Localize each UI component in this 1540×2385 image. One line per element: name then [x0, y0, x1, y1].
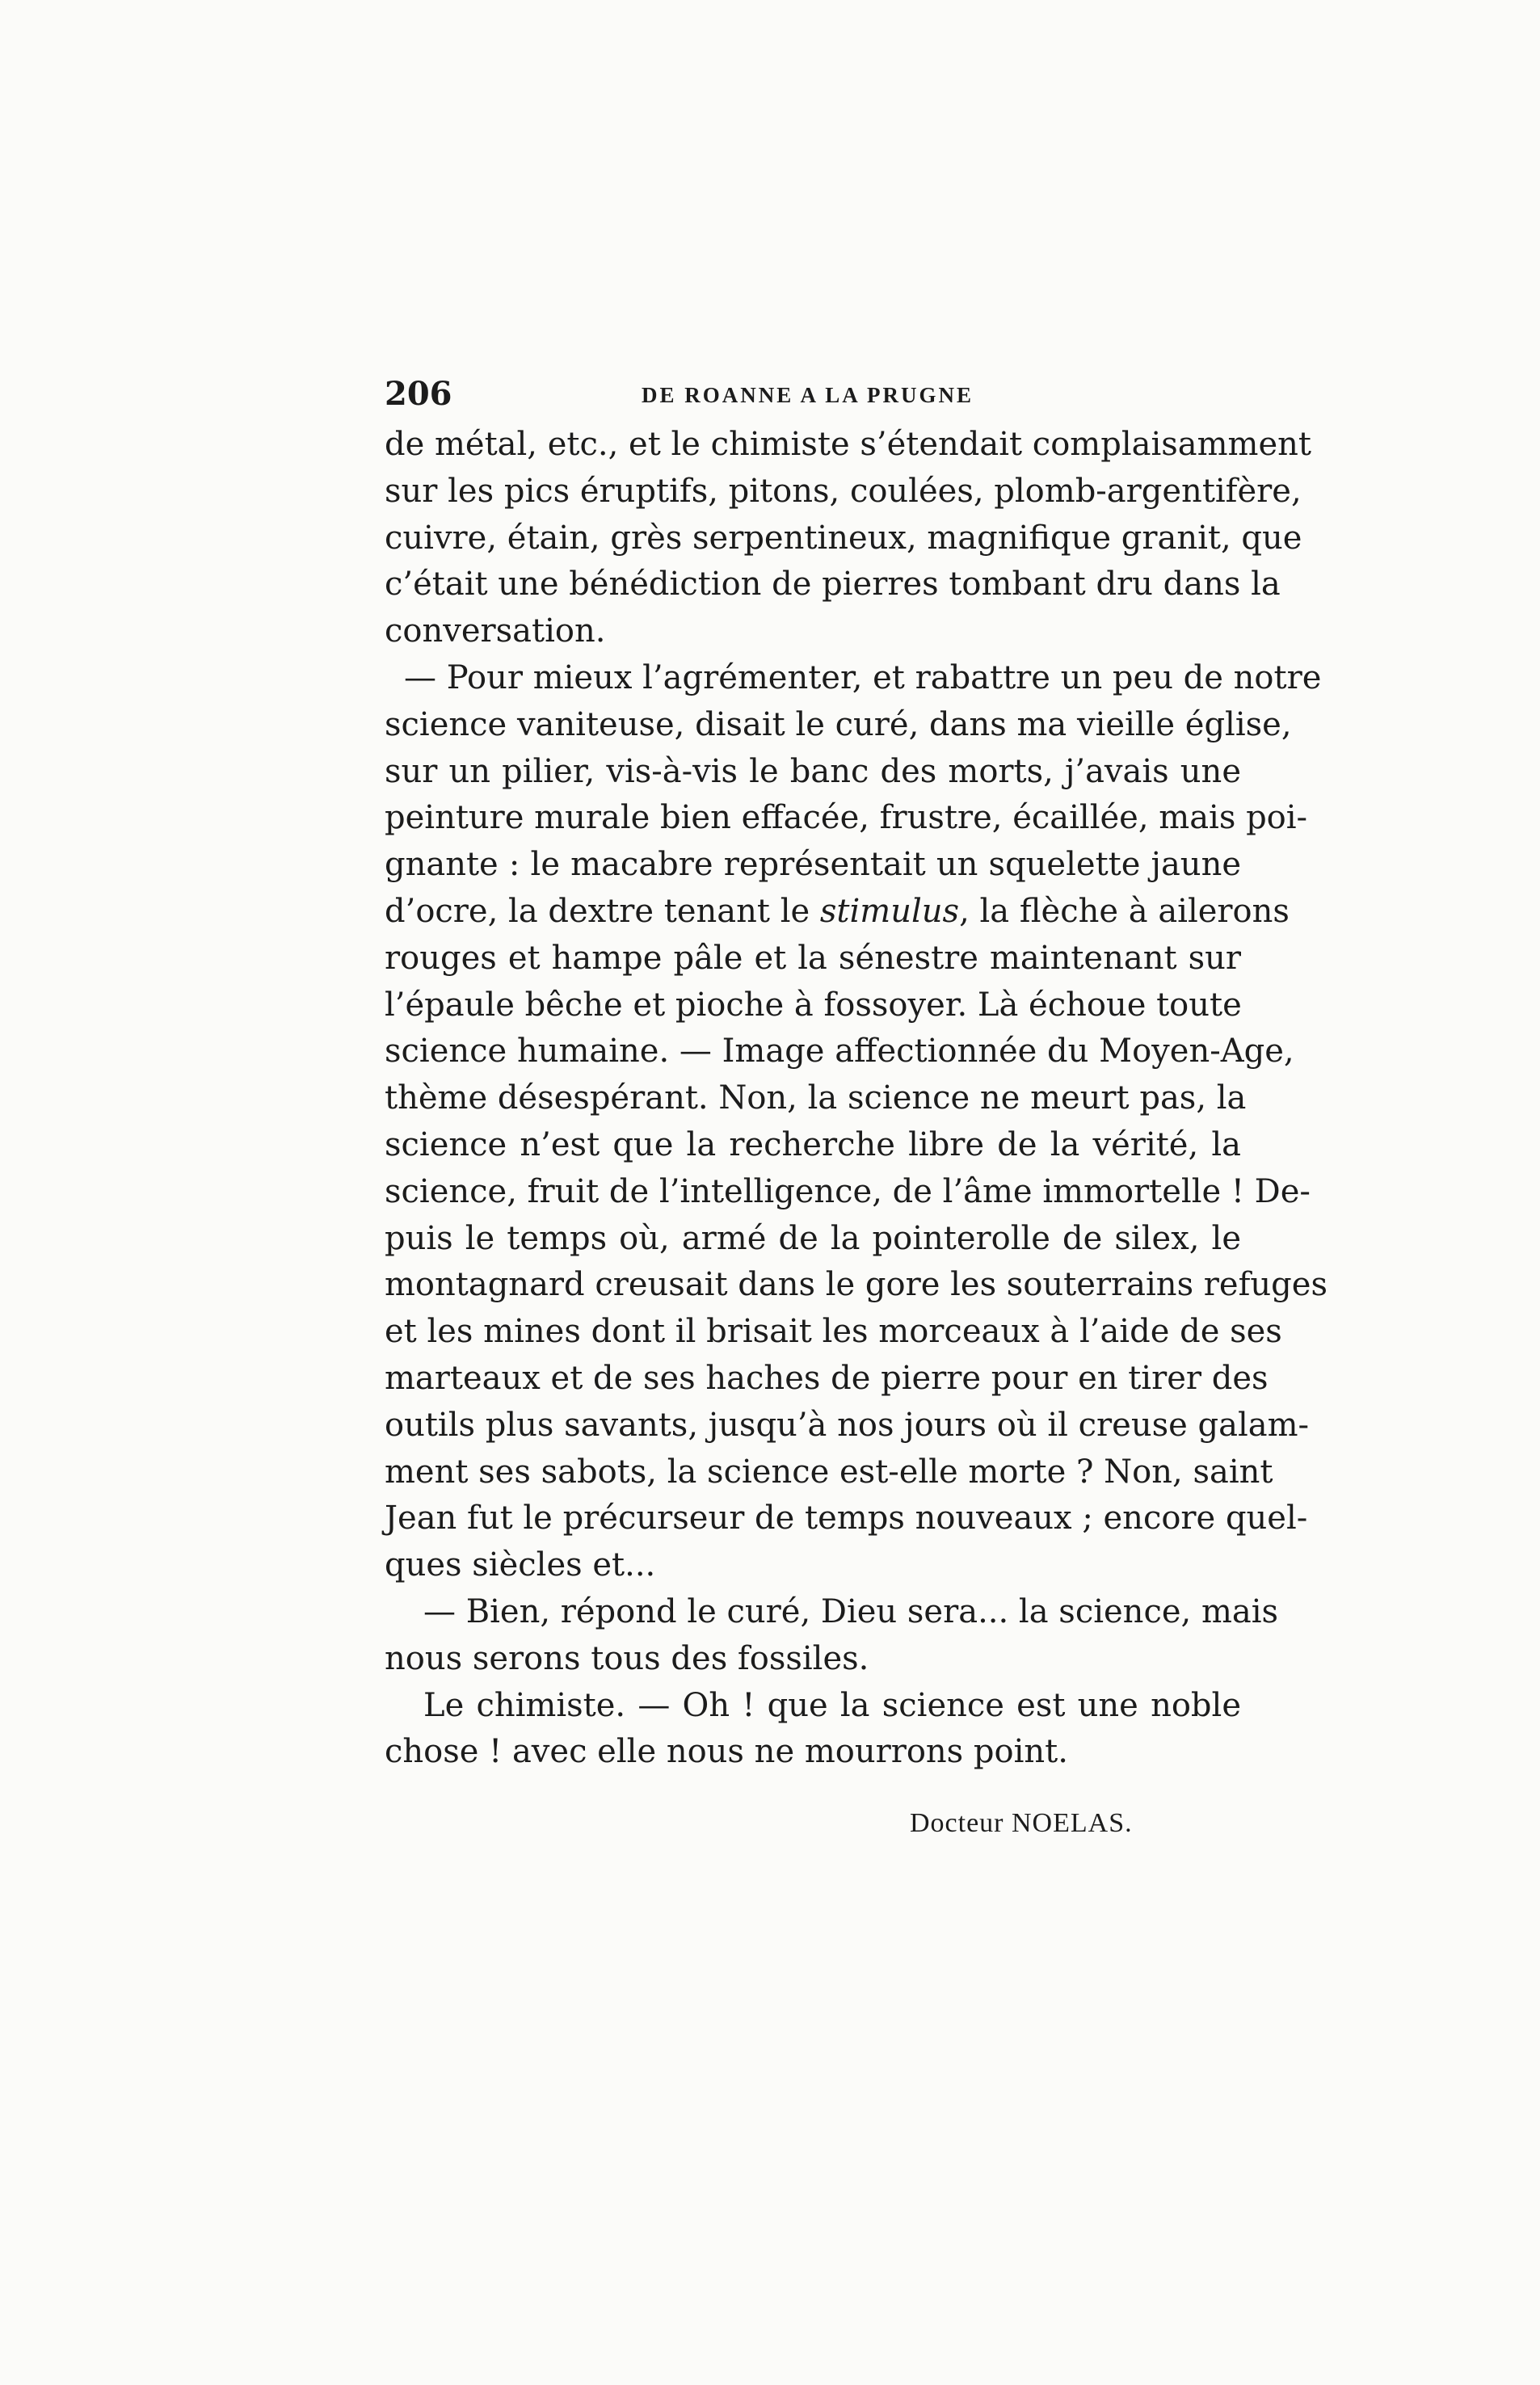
- text-line: conversation.: [385, 612, 606, 650]
- text-line: Jean fut le précurseur de temps nouveaux ; encore quel-: [385, 1500, 1308, 1537]
- text-line: cuivre, étain, grès serpentineux, magnifique granit, que: [385, 519, 1302, 557]
- page-header: [385, 370, 1254, 419]
- body-text: [385, 422, 1328, 1776]
- text-line: science n’est que la recherche libre de la vérité, la: [385, 1125, 1241, 1163]
- text-line: ques siècles et...: [385, 1546, 656, 1584]
- text-line: peinture murale bien effacée, frustre, écaillée, mais poi-: [385, 799, 1308, 837]
- text-line: — Bien, répond le curé, Dieu sera... la science, mais: [423, 1592, 1279, 1630]
- text-line: c’était une bénédiction de pierres tombant dru dans la: [385, 566, 1281, 604]
- text-line: sur un pilier, vis-à-vis le banc des morts, j’avais une: [385, 752, 1241, 790]
- text-line: science humaine. — Image affectionnée du Moyen-Age,: [385, 1033, 1294, 1071]
- text-line-with-italic: d’ocre, la dextre tenant le stimulus, la flèche à ailerons: [385, 892, 1290, 930]
- text-line: marteaux et de ses haches de pierre pour en tirer des: [385, 1359, 1269, 1397]
- text-line: science, fruit de l’intelligence, de l’âme immortelle ! De-: [385, 1172, 1311, 1210]
- text-line: ment ses sabots, la science est-elle morte ? Non, saint: [385, 1453, 1273, 1491]
- running-title: DE ROANNE A LA PRUGNE: [642, 383, 974, 407]
- author-signature: Docteur NOELAS.: [910, 1808, 1133, 1838]
- text-line: l’épaule bêche et pioche à fossoyer. Là échoue toute: [385, 986, 1242, 1024]
- text-line: outils plus savants, jusqu’à nos jours où il creuse galam-: [385, 1406, 1310, 1444]
- text-line: nous serons tous des fossiles.: [385, 1639, 869, 1677]
- text-line: gnante : le macabre représentait un squelette jaune: [385, 846, 1241, 884]
- text-line: puis le temps où, armé de la pointerolle de silex, le: [385, 1219, 1241, 1257]
- text-line: rouges et hampe pâle et la sénestre maintenant sur: [385, 939, 1241, 977]
- text-line: chose ! avec elle nous ne mourrons point.: [385, 1733, 1068, 1771]
- text-line: et les mines dont il brisait les morceaux à l’aide de ses: [385, 1313, 1282, 1351]
- text-line: sur les pics éruptifs, pitons, coulées, plomb-argentifère,: [385, 472, 1302, 510]
- italic-word: stimulus: [819, 892, 960, 930]
- text-line: [385, 702, 1292, 749]
- text-line: — Pour mieux l’agrémenter, et rabattre un peu de notre: [404, 658, 1322, 696]
- text-line: montagnard creusait dans le gore les souterrains refuges: [385, 1266, 1328, 1304]
- text-line: de métal, etc., et le chimiste s’étendait complaisamment: [385, 426, 1311, 463]
- text-line: thème désespérant. Non, la science ne meurt pas, la: [385, 1079, 1247, 1117]
- page-number: 206: [385, 375, 452, 413]
- text-line-content: science vaniteuse, disait le curé, dans ma vieille église,: [385, 705, 1292, 743]
- text-line: Le chimiste. — Oh ! que la science est une noble: [423, 1686, 1241, 1724]
